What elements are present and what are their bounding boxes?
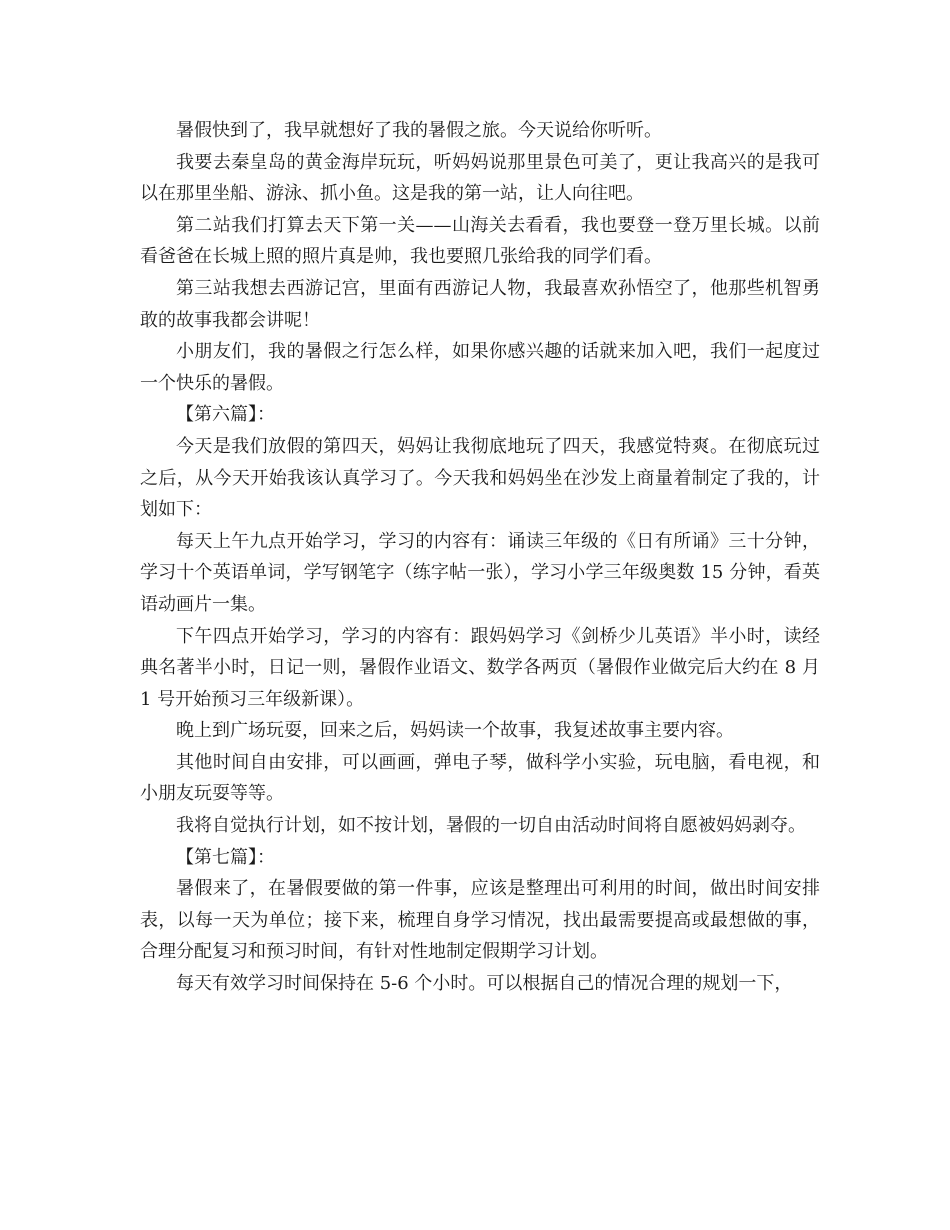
paragraph: 每天有效学习时间保持在 5-6 个小时。可以根据自己的情况合理的规划一下， [176,973,793,995]
paragraph: 暑假来了，在暑假要做的第一件事，应该是整理出可利用的时间，做出时间安排表，以每一天为单位；接下来，梳理自身学习情况，找出最需要提高或最想做的事，合理分配复习和预习时间，有针对性地制定假期学习计划。 [140,878,820,963]
paragraph: 晚上到广场玩耍，回来之后，妈妈读一个故事，我复述故事主要内容。 [176,720,734,742]
paragraph: 其他时间自由安排，可以画画，弹电子琴，做科学小实验，玩电脑，看电视，和小朋友玩耍等等。 [140,751,820,805]
paragraph: 每天上午九点开始学习，学习的内容有：诵读三年级的《日有所诵》三十分钟，学习十个英语单词，学写钢笔字（练字帖一张），学习小学三年级奥数 15 分钟，看英语动画片一集。 [140,530,820,615]
paragraph: 第三站我想去西游记宫，里面有西游记人物，我最喜欢孙悟空了，他那些机智勇敢的故事我都会讲呢！ [140,277,820,331]
paragraph: 我将自觉执行计划，如不按计划，暑假的一切自由活动时间将自愿被妈妈剥夺。 [176,815,806,837]
paragraph: 暑假快到了，我早就想好了我的暑假之旅。今天说给你听听。 [176,120,662,141]
paragraph: 第二站我们打算去天下第一关——山海关去看看，我也要登一登万里长城。以前看爸爸在长城上照的照片真是帅，我也要照几张给我的同学们看。 [140,214,820,268]
section-heading: 【第七篇】： [176,846,275,868]
document-body [140,115,820,1000]
paragraph: 下午四点开始学习，学习的内容有：跟妈妈学习《剑桥少儿英语》半小时，读经典名著半小时，日记一则，暑假作业语文、数学各两页（暑假作业做完后大约在 8 月 1 号开始预习三年级新课）。 [140,625,820,710]
paragraph: 我要去秦皇岛的黄金海岸玩玩，听妈妈说那里景色可美了，更让我高兴的是我可以在那里坐船、游泳、抓小鱼。这是我的第一站，让人向往吧。 [140,151,820,205]
paragraph: 小朋友们，我的暑假之行怎么样，如果你感兴趣的话就来加入吧，我们一起度过一个快乐的暑假。 [140,341,820,394]
paragraph: 今天是我们放假的第四天，妈妈让我彻底地玩了四天，我感觉特爽。在彻底玩过之后，从今天开始我该认真学习了。今天我和妈妈坐在沙发上商量着制定了我的，计划如下： [140,435,820,521]
section-heading: 【第六篇】： [176,404,275,426]
